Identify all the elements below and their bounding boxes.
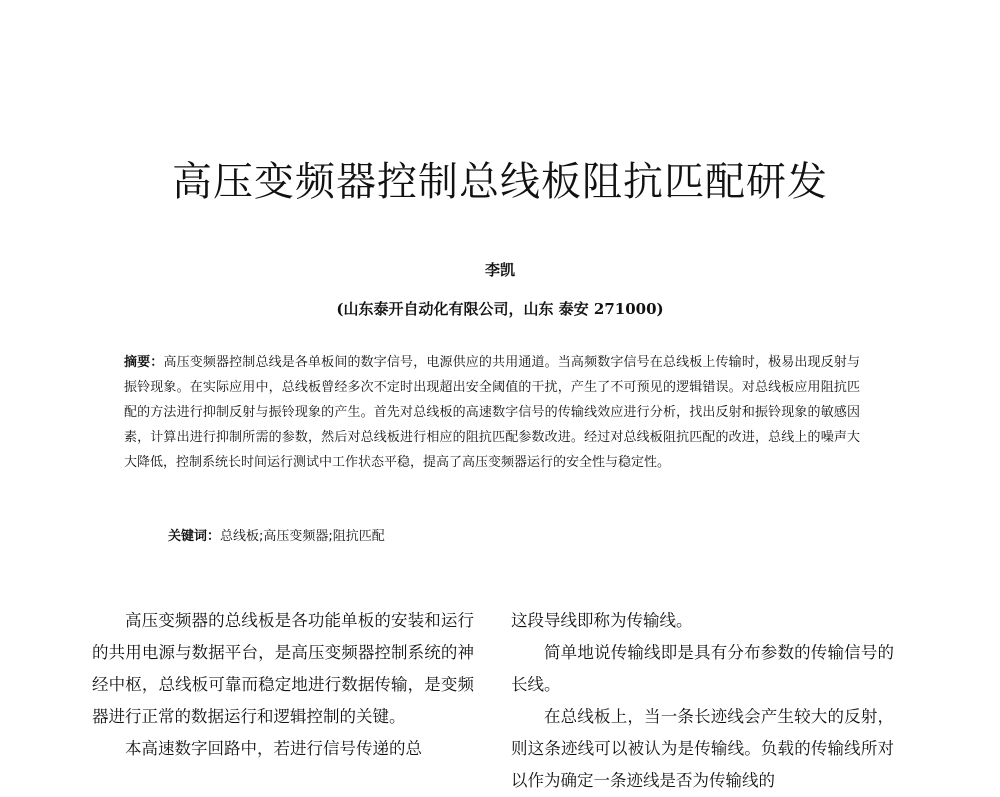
- paragraph: 高压变频器的总线板是各功能单板的安装和运行的共用电源与数据平台，是高压变频器控制系统的神经中枢，总线板可靠而稳定地进行数据传输，是变频器进行正常的数据运行和逻辑控制的关键。: [92, 611, 474, 726]
- keywords-text: 总线板;高压变频器;阻抗匹配: [220, 529, 385, 544]
- author-name: 李凯: [484, 261, 515, 279]
- abstract-text: 高压变频器控制总线是各单板间的数字信号，电源供应的共用通道。当高频数字信号在总线板上传输时，极易出现反射与振铃现象。在实际应用中，总线板曾经多次不定时出现超出安全阈值的干扰，产生了不可预见的逻辑错误。对总线板应用阻抗匹配的方法进行抑制反射与振铃现象的产生。首先对总线板的高速数字信号的传输线效应进行分析，找出反射和振铃现象的敏感因素，计算出进行抑制所需的参数，然后对总线板进行相应的阻抗匹配参数改进。经过对总线板阻抗匹配的改进，总线上的噪声大大降低，控制系统长时间运行测试中工作状态平稳，提高了高压变频器运行的安全性与稳定性。: [124, 355, 860, 470]
- body-column-right: [511, 605, 894, 797]
- keywords: [168, 524, 385, 549]
- paragraph: 本高速数字回路中，若进行信号传递的总: [125, 739, 422, 758]
- abstract-label: 摘要：: [124, 355, 164, 370]
- keywords-label: 关键词：: [168, 529, 221, 544]
- paragraph: 简单地说传输线即是具有分布参数的传输信号的长线。: [511, 643, 894, 694]
- paragraph: 在总线板上，当一条长迹线会产生较大的反射，则这条迹线可以被认为是传输线。负载的传输线所对以作为确定一条迹线是否为传输线的: [511, 707, 894, 790]
- abstract: [124, 350, 860, 475]
- author-affiliation: (山东泰开自动化有限公司，山东 泰安 271000): [336, 300, 664, 318]
- body-column-left: [92, 605, 474, 765]
- paper-title: 高压变频器控制总线板阻抗匹配研发: [172, 159, 828, 205]
- paragraph: 这段导线即称为传输线。: [511, 611, 693, 630]
